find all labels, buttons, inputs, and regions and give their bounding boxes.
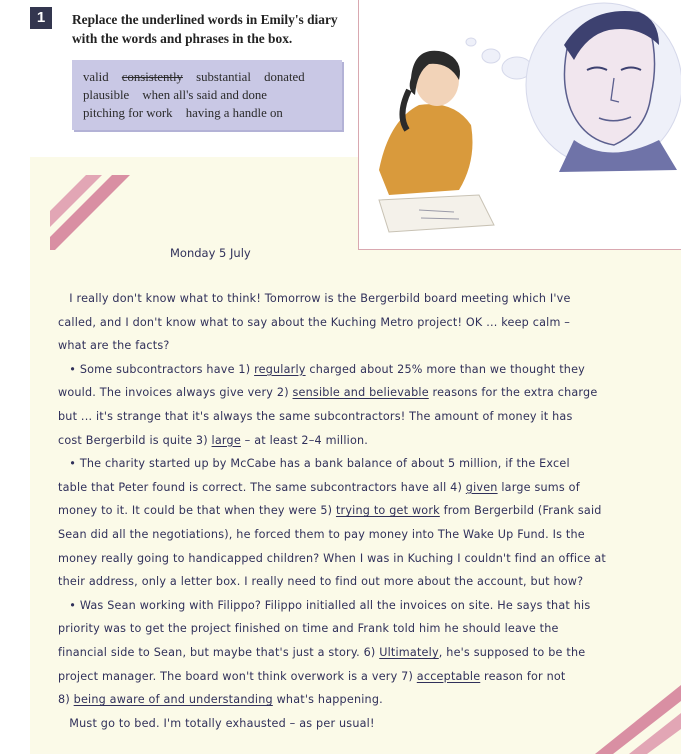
diary-line [58, 384, 648, 408]
word-item: substantial [196, 70, 251, 84]
diary-text-segment: charged about 25% more than we thought they [305, 362, 585, 376]
diary-line [58, 597, 648, 621]
diary-text-segment: 8) [58, 693, 74, 707]
diary-body [58, 290, 648, 738]
underlined-phrase: being aware of and understanding [73, 693, 273, 707]
diary-text-segment: • The charity started up by McCabe has a bank balance of about 5 million, if the Excel [58, 457, 570, 471]
word-box-row-1 [83, 68, 342, 86]
underlined-phrase: sensible and believable [292, 386, 429, 400]
instruction-line-2: with the words and phrases in the box. [72, 31, 293, 46]
diary-text-segment: reason for not [480, 669, 566, 683]
diary-text-segment: what are the facts? [58, 339, 170, 353]
underlined-phrase: Ultimately [379, 645, 439, 659]
tape-stripes-top [50, 175, 135, 250]
diary-text-segment: called, and I don't know what to say about the Kuching Metro project! OK ... keep calm – [58, 315, 571, 329]
diary-text-segment: cost Bergerbild is quite 3) [58, 433, 212, 447]
underlined-phrase: trying to get work [335, 504, 440, 518]
diary-text-segment: reasons for the extra charge [428, 386, 598, 400]
diary-line [58, 361, 648, 385]
word-item: plausible [83, 88, 130, 102]
diary-line [58, 337, 648, 361]
word-item: having a handle on [185, 106, 283, 120]
diary-line [58, 526, 648, 550]
diary-text-segment: financial side to Sean, but maybe that's just a story. 6) [58, 645, 380, 659]
underlined-phrase: acceptable [416, 669, 481, 683]
diary-line [58, 290, 648, 314]
word-item: when all's said and done [142, 88, 267, 102]
diary-line [58, 668, 648, 692]
diary-line [58, 573, 648, 597]
diary-text-segment: their address, only a letter box. I really need to find out more about the account, but how? [58, 575, 584, 589]
instruction-line-1: Replace the underlined words in Emily's diary [72, 12, 338, 27]
diary-line [58, 502, 648, 526]
diary-line [58, 550, 648, 574]
diary-line [58, 314, 648, 338]
diary-text-segment: from Bergerbild (Frank said [439, 504, 602, 518]
word-box-row-2 [83, 86, 342, 104]
diary-text-segment: Sean did all the negotiations), he forced them to pay money into The Wake Up Fund. Is the [58, 527, 585, 541]
word-box [72, 60, 342, 130]
word-item: donated [264, 70, 305, 84]
underlined-phrase: regularly [254, 362, 306, 376]
diary-line [58, 479, 648, 503]
diary-text-segment: would. The invoices always give very 2) [58, 386, 293, 400]
diary-text-segment: • Was Sean working with Filippo? Filippo initialled all the invoices on site. He says that his [58, 598, 591, 612]
diary-text-segment: money to it. It could be that when they were 5) [58, 504, 336, 518]
underlined-phrase: large [211, 433, 241, 447]
underlined-phrase: given [465, 480, 498, 494]
diary-text-segment: money really going to handicapped children? When I was in Kuching I couldn't find an office at [58, 551, 607, 565]
diary-line [58, 455, 648, 479]
illustration-panel [358, 0, 681, 250]
diary-text-segment: what's happening. [272, 693, 383, 707]
diary-text-segment: project manager. The board won't think overwork is a very 7) [58, 669, 417, 683]
word-box-row-3 [83, 104, 342, 122]
diary-text-segment: table that Peter found is correct. The same subcontractors have all 4) [58, 480, 466, 494]
diary-line [58, 715, 648, 739]
diary-line [58, 408, 648, 432]
diary-date: Monday 5 July [170, 246, 251, 260]
diary-text-segment: large sums of [497, 480, 580, 494]
diary-line [58, 691, 648, 715]
exercise-instruction [72, 10, 352, 48]
word-item: valid [83, 70, 109, 84]
diary-line [58, 620, 648, 644]
diary-line [58, 644, 648, 668]
exercise-number: 1 [30, 7, 52, 29]
diary-line [58, 432, 648, 456]
diary-text-segment: priority was to get the project finished on time and Frank told him he should leave the [58, 622, 559, 636]
diary-text-segment: , he's supposed to be the [438, 645, 586, 659]
diary-text-segment: but ... it's strange that it's always the same subcontractors! The amount of money it has [58, 409, 573, 423]
word-item: pitching for work [83, 106, 173, 120]
woman-writing-icon [379, 51, 494, 232]
thought-illustration [359, 0, 681, 250]
diary-text-segment: I really don't know what to think! Tomorrow is the Bergerbild board meeting which I've [58, 292, 571, 305]
diary-text-segment: Must go to bed. I'm totally exhausted – as per usual! [58, 716, 375, 730]
diary-text-segment: – at least 2–4 million. [240, 433, 369, 447]
word-item-struck: consistently [121, 70, 183, 84]
diary-text-segment: • Some subcontractors have 1) [58, 362, 255, 376]
